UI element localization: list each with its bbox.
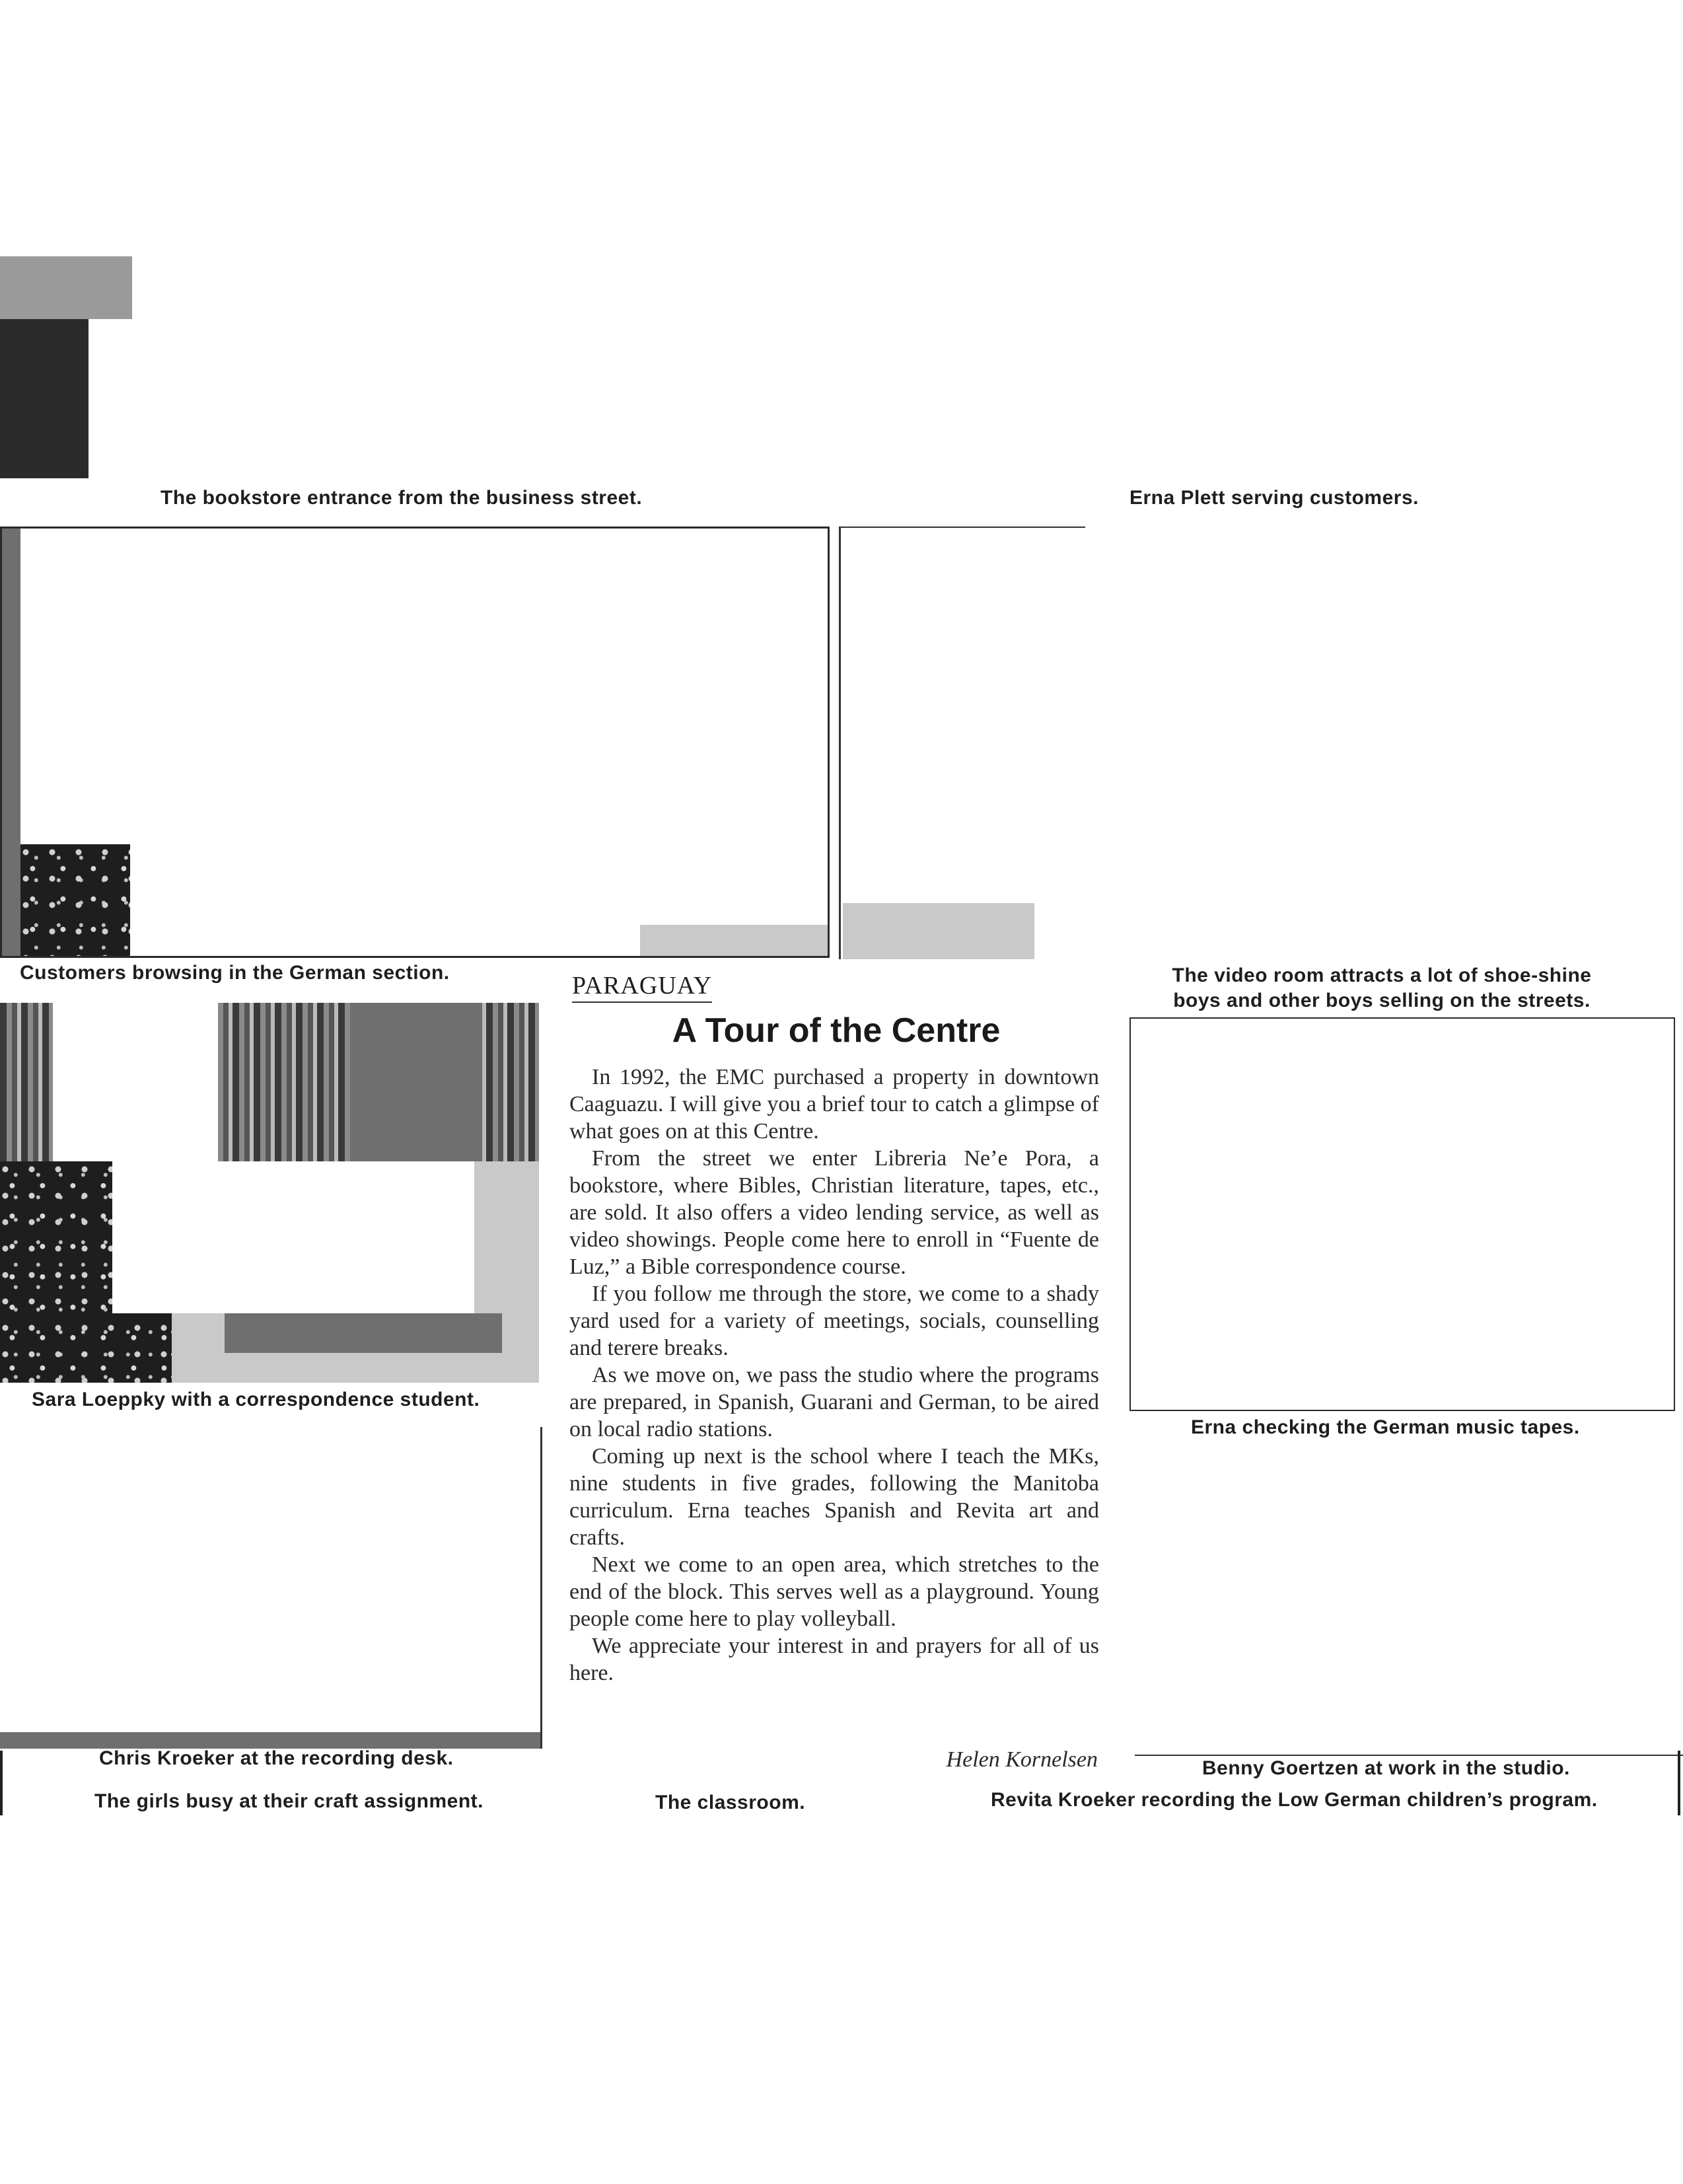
caption-classroom: The classroom. [655, 1792, 806, 1813]
photo-fragment [843, 903, 1034, 959]
photo-erna-tapes [1129, 1017, 1675, 1411]
photo-fragment [0, 319, 89, 478]
photo-sara-loeppky [0, 1003, 539, 1383]
photo-fragment [350, 1003, 482, 1161]
article-title: A Tour of the Centre [672, 1011, 1001, 1050]
caption-benny-goertzen: Benny Goertzen at work in the studio. [1202, 1757, 1570, 1779]
article-kicker: PARAGUAY [572, 971, 712, 1003]
caption-erna-plett: Erna Plett serving customers. [1129, 487, 1419, 509]
photo-fragment [112, 1161, 474, 1313]
caption-video-room: The video room attracts a lot of shoe-shine boys and other boys selling on the streets. [1172, 965, 1592, 1011]
photo-edge [0, 1751, 3, 1815]
caption-girls-craft: The girls busy at their craft assignment. [94, 1790, 483, 1812]
photo-edge [1678, 1751, 1680, 1815]
photo-fragment [0, 256, 132, 319]
caption-erna-tapes: Erna checking the German music tapes. [1191, 1416, 1580, 1438]
photo-bookstore-entrance [0, 256, 132, 478]
article-paragraph: If you follow me through the store, we come to a shady yard used for a variety of meetings, socials, counselling and terere breaks. [569, 1282, 1099, 1360]
article-paragraph: Next we come to an open area, which stretches to the end of the block. This serves well as a playground. Young people come here to play volleyball. [569, 1552, 1099, 1631]
photo-chris-kroeker [0, 1427, 542, 1749]
caption-chris-kroeker: Chris Kroeker at the recording desk. [99, 1747, 454, 1769]
caption-customers-browsing: Customers browsing in the German section. [20, 962, 450, 984]
article-body [569, 1064, 1099, 1687]
article-byline: Helen Kornelsen [946, 1747, 1098, 1772]
caption-revita-kroeker: Revita Kroeker recording the Low German children’s program. [991, 1789, 1598, 1811]
photo-fragment [640, 925, 829, 958]
photo-fragment [53, 1003, 218, 1161]
photo-fragment [225, 1313, 502, 1353]
photo-benny-goertzen [1135, 1451, 1683, 1756]
article-paragraph: From the street we enter Libreria Ne’e Pora, a bookstore, where Bibles, Christian literature, tapes, etc., are sold. It also offers a video lending service, as well as video showings. People come here to enroll in “Fuente de Luz,” a Bible correspondence course. [569, 1146, 1099, 1279]
article-paragraph: We appreciate your interest in and prayers for all of us here. [569, 1634, 1099, 1685]
photo-fragment [0, 1732, 540, 1749]
photo-fragment [20, 844, 130, 958]
photo-customers-browsing [0, 527, 830, 958]
photo-fragment [2, 528, 20, 958]
article-paragraph: As we move on, we pass the studio where the programs are prepared, in Spanish, Guarani and German, to be aired on local radio stations. [569, 1363, 1099, 1441]
article-paragraph: Coming up next is the school where I teach the MKs, nine students in five grades, following the Manitoba curriculum. Erna teaches Spanish and Revita art and crafts. [569, 1444, 1099, 1550]
caption-sara-loeppky: Sara Loeppky with a correspondence student. [32, 1389, 480, 1410]
caption-bookstore-entrance: The bookstore entrance from the business street. [161, 487, 643, 509]
article-paragraph: In 1992, the EMC purchased a property in downtown Caaguazu. I will give you a brief tour to catch a glimpse of what goes on at this Centre. [569, 1065, 1099, 1144]
photo-erna-plett [839, 527, 1085, 959]
